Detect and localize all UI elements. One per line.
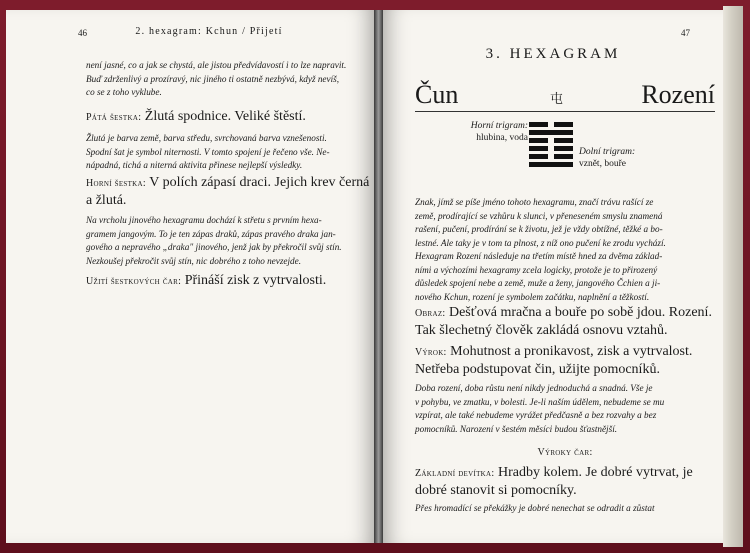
- text-line: nápadná, tichá a niterná aktivita přinese nejlepší výsledky.: [86, 160, 303, 170]
- section-heading: Mohutnost a pronikavost, zisk a vytrvalost.: [450, 344, 693, 359]
- hexagram-title: 3. HEXAGRAM: [485, 46, 621, 62]
- hexagram-line-solid: [529, 162, 573, 167]
- text-line: vzpírat, ale také nebudeme vyrážet předčasně a bez rozvahy a bez: [415, 410, 657, 420]
- use-sixes-section: [86, 272, 371, 290]
- section-label: Základní devítka:: [415, 468, 495, 479]
- first-nine-section: [415, 464, 715, 516]
- text-line: není jasné, co a jak se chystá, ale jistou předvídavostí i to lze napravit.: [86, 60, 347, 70]
- hexagram-line-broken: [529, 146, 573, 151]
- intro-text: [86, 59, 371, 100]
- lines-heading-text: Výroky čar:: [537, 447, 593, 458]
- section-heading-cont: a žlutá.: [86, 193, 127, 208]
- text-line: Žlutá je barva země, barva středu, svrchovaná barva vznešenosti.: [86, 133, 327, 143]
- trigram-label: Horní trigram:: [470, 121, 528, 131]
- section-heading-cont: dobré stanovit si pomocníky.: [415, 483, 577, 498]
- hexagram-translation: Rození: [641, 80, 715, 109]
- text-line: v pohybu, ve zmatku, v bolesti. Je-li naším údělem, nebudeme se mu: [415, 396, 665, 407]
- section-heading: Žlutá spodnice. Veliké štěstí.: [144, 109, 306, 124]
- hexagram-line-broken: [529, 122, 573, 127]
- text-line: země, prodírající se vzhůru k slunci, v přeneseném smyslu znamená: [415, 210, 663, 221]
- chinese-character: 屯: [550, 91, 564, 106]
- title-rule: [415, 111, 715, 112]
- lower-trigram: [579, 146, 689, 170]
- section-label: Pátá šestka:: [86, 112, 142, 123]
- section-label: Obraz:: [415, 308, 446, 319]
- text-line: Buď zdrženlivý a prozíravý, nic jiného ti ostatně nezbývá, když nevíš,: [86, 73, 340, 84]
- text-line: Nezkoušej překročit svůj stín, nic dobrého z toho nevzejde.: [86, 255, 302, 266]
- lines-heading: [415, 442, 715, 460]
- section-label: Výrok:: [415, 347, 447, 358]
- text-line: Doba rození, doba růstu není nikdy jednoduchá a snadná. Vše je: [415, 383, 653, 393]
- page-stack-edge: [723, 6, 743, 547]
- section-heading-cont: Tak šlechetný člověk zakládá osnovu vztahů.: [415, 323, 668, 338]
- text-line: nového Kchun, rození je symbolem začátku, naplnění a těžkostí.: [415, 291, 650, 302]
- text-line: gramem jangovým. To je ten zápas draků, zápas pravého draka jan-: [86, 228, 336, 239]
- text-line: Přes hromadící se překážky je dobré nenechat se odradit a zůstat: [415, 503, 655, 513]
- hexagram-line-broken: [529, 154, 573, 159]
- text-line: Hexagram Rození následuje na třetím místě hned za dvěma základ-: [415, 251, 663, 261]
- text-line: lestné. Ale taky je v tom ta plnost, z níž ono pučení ke zrodu vychází.: [415, 237, 666, 248]
- text-line: co se z toho vyklube.: [86, 87, 162, 97]
- intro-text: [415, 196, 715, 304]
- section-heading: V polích zápasí draci. Jejich krev černá: [149, 175, 370, 190]
- running-head: 2. hexagram: Kchun / Přijetí: [135, 26, 283, 37]
- hexagram-line-solid: [529, 130, 573, 135]
- left-page: [6, 10, 374, 543]
- section-label: Užití šestkových čar:: [86, 276, 182, 287]
- section-heading-cont: Netřeba podstupovat čin, užijte pomocníků.: [415, 362, 660, 377]
- book-gutter: [374, 10, 383, 543]
- text-line: pomocníků. Narození v šestém měsíci budou šťastnější.: [415, 423, 618, 434]
- text-line: gového a nepravého „draka" jinového, jenž jak by překročil svůj stín.: [86, 242, 342, 252]
- top-six-section: [86, 174, 371, 268]
- image-section: [415, 304, 715, 339]
- fifth-six-section: [86, 108, 371, 173]
- hexagram-name: Čun: [415, 80, 459, 109]
- text-line: důsledek spojení nebe a země, muže a ženy, jangového Čchien a ji-: [415, 278, 661, 288]
- text-line: Spodní šat je symbol niternosti. V tomto spojení je řečeno vše. Ne-: [86, 146, 330, 157]
- judgment-section: [415, 343, 715, 436]
- trigram-label: Dolní trigram:: [579, 147, 636, 157]
- text-line: Na vrcholu jinového hexagramu dochází k střetu s prvním hexa-: [86, 215, 322, 225]
- hexagram-name-row: [415, 80, 715, 110]
- text-line: ními a výchozími hexagramy zcela logicky, protože je to přirozený: [415, 264, 658, 275]
- page-number: 47: [681, 28, 690, 38]
- right-page: [383, 10, 723, 543]
- section-heading: Hradby kolem. Je dobré vytrvat, je: [497, 465, 693, 480]
- text-line: Znak, jímž se píše jméno tohoto hexagramu, značí trávu rašící ze: [415, 197, 654, 207]
- section-label: Horní šestka:: [86, 178, 146, 189]
- trigram-value: hlubina, voda: [476, 133, 528, 143]
- page-number: 46: [78, 28, 87, 38]
- upper-trigram: [443, 120, 528, 144]
- section-heading: Dešťová mračna a bouře po sobě jdou. Rození.: [448, 305, 712, 320]
- section-heading: Přináší zisk z vytrvalosti.: [184, 273, 327, 288]
- hexagram-line-broken: [529, 138, 573, 143]
- hexagram-figure: [529, 122, 573, 170]
- trigram-value: vznět, bouře: [579, 159, 626, 169]
- text-line: rašení, pučení, prodírání se k životu, jež je vždy obtížné, těžké a bo-: [415, 224, 663, 234]
